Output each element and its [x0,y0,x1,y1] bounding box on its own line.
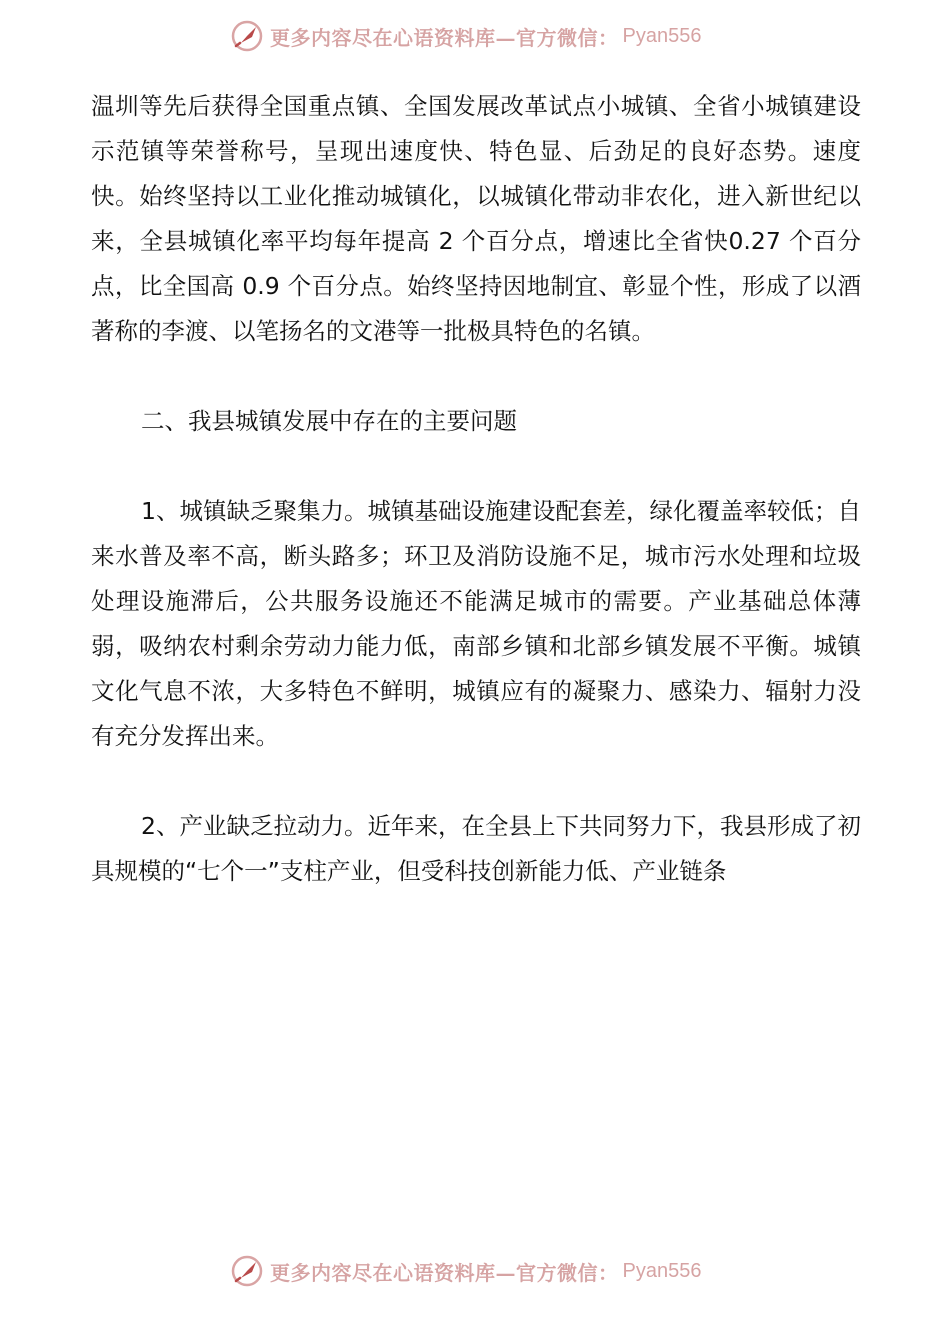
quill-logo-icon [230,1254,264,1288]
footer-wechat-id: Pyan556 [622,1259,702,1282]
footer-banner [230,1251,701,1291]
paragraph-continued: 温圳等先后获得全国重点镇、全国发展改革试点小城镇、全省小城镇建设示范镇等荣誉称号，呈现出速度快、特色显、后劲足的良好态势。速度快。始终坚持以工业化推动城镇化，以城镇化带动非农化，进入新世纪以来，全县城镇化率平均每年提高 2 个百分点，增速比全省快0.27 个百分点，比全国高 0.9 个百分点。始终坚持因地制宜、彰显个性，形成了以酒著称的李渡、以笔扬名的文港等一批极具特色的名镇。 [91,92,861,345]
header-wechat-id: Pyan556 [622,24,702,47]
document-body [91,84,861,939]
quill-logo-icon [230,19,264,53]
section-heading: 二、我县城镇发展中存在的主要问题 [141,407,517,435]
header-banner-text: 更多内容尽在心语资料库—官方微信： [270,25,619,50]
paragraph-problem-1: 1、城镇缺乏聚集力。城镇基础设施建设配套差，绿化覆盖率较低；自来水普及率不高，断头路多；环卫及消防设施不足，城市污水处理和垃圾处理设施滞后，公共服务设施还不能满足城市的需要。产业基础总体薄弱，吸纳农村剩余劳动力能力低，南部乡镇和北部乡镇发展不平衡。城镇文化气息不浓，大多特色不鲜明，城镇应有的凝聚力、感染力、辐射力没有充分发挥出来。 [91,497,861,750]
paragraph-problem-2: 2、产业缺乏拉动力。近年来，在全县上下共同努力下，我县形成了初具规模的“七个一”支柱产业，但受科技创新能力低、产业链条 [91,812,861,885]
header-banner [230,16,701,56]
footer-banner-text: 更多内容尽在心语资料库—官方微信： [270,1260,619,1285]
